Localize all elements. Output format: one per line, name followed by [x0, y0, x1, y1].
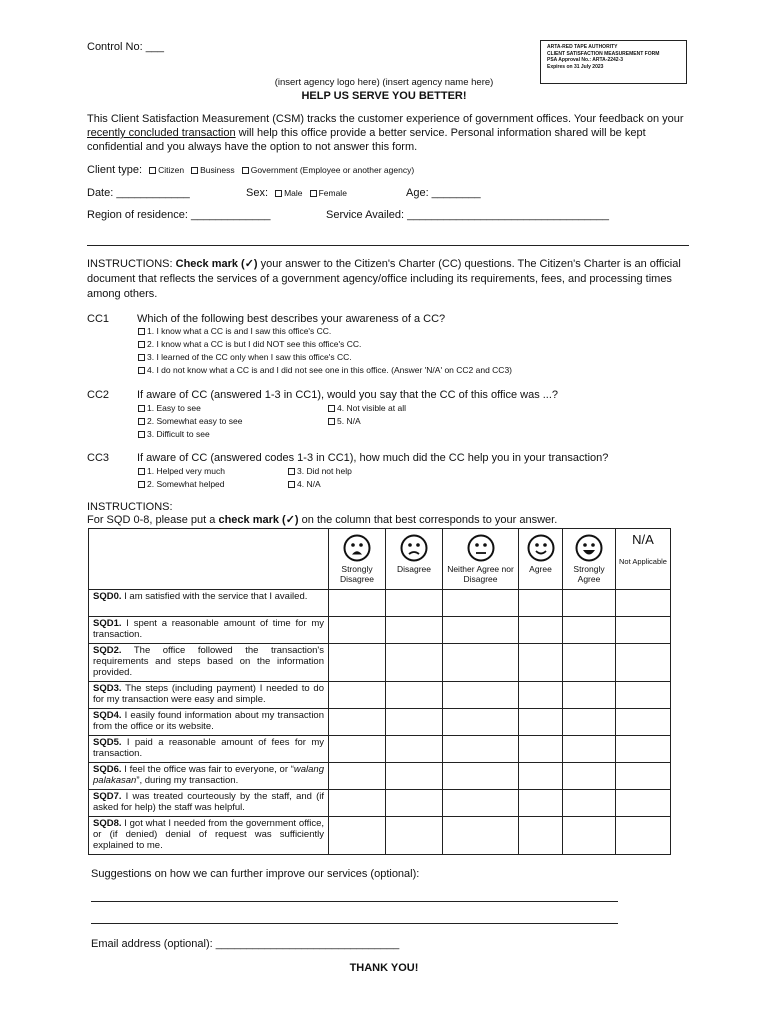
cc3-option-1[interactable]: 1. Helped very much	[134, 466, 225, 476]
cc1-option-2[interactable]: 2. I know what a CC is but I did NOT see this office's CC.	[134, 339, 361, 349]
col-strongly-disagree: Strongly Disagree	[329, 529, 386, 590]
suggestion-line-2[interactable]	[91, 923, 618, 924]
sqd-answer-cell[interactable]	[616, 817, 671, 855]
sqd-answer-cell[interactable]	[386, 736, 443, 763]
smile-face-icon	[527, 534, 555, 562]
instructions-sqd	[87, 501, 557, 527]
very-sad-face-icon	[343, 534, 371, 562]
cc2-option-5[interactable]: 5. N/A	[324, 416, 361, 426]
sqd-answer-cell[interactable]	[386, 763, 443, 790]
sqd-row	[89, 644, 671, 682]
sqd-answer-cell[interactable]	[563, 790, 616, 817]
sqd-row	[89, 617, 671, 644]
divider	[87, 245, 689, 246]
sqd-answer-cell[interactable]	[443, 644, 519, 682]
checkbox-citizen[interactable]	[149, 167, 156, 174]
sqd-answer-cell[interactable]	[386, 817, 443, 855]
cc2-question: If aware of CC (answered 1-3 in CC1), would you say that the CC of this office was ...?	[137, 389, 559, 401]
col-agree: Agree	[519, 529, 563, 590]
neutral-face-icon	[467, 534, 495, 562]
cc2-option-1[interactable]: 1. Easy to see	[134, 403, 201, 413]
date-field[interactable]: Date: ____________	[87, 187, 190, 199]
sqd-answer-cell[interactable]	[329, 709, 386, 736]
code-line: Expires on 31 July 2023	[547, 63, 604, 70]
cc1-option-1[interactable]: 1. I know what a CC is and I saw this office's CC.	[134, 326, 331, 336]
col-neutral: Neither Agree nor Disagree	[443, 529, 519, 590]
sqd-row	[89, 590, 671, 617]
code-line: CLIENT SATISFACTION MEASUREMENT FORM	[547, 50, 660, 57]
sqd-answer-cell[interactable]	[563, 736, 616, 763]
sqd-answer-cell[interactable]	[519, 790, 563, 817]
sqd-answer-cell[interactable]	[386, 709, 443, 736]
sqd-answer-cell[interactable]	[386, 617, 443, 644]
sqd-answer-cell[interactable]	[616, 709, 671, 736]
sqd-row	[89, 790, 671, 817]
sex-option: Male	[284, 188, 303, 198]
sqd-answer-cell[interactable]	[616, 682, 671, 709]
sqd-row	[89, 709, 671, 736]
code-line: PSA Approval No.: ARTA-2242-3	[547, 57, 624, 63]
region-field[interactable]: Region of residence: _____________	[87, 209, 271, 221]
sqd-answer-cell[interactable]	[443, 736, 519, 763]
sqd-answer-cell[interactable]	[616, 590, 671, 617]
sqd-answer-cell[interactable]	[519, 590, 563, 617]
service-field[interactable]: Service Availed: _________________________________	[326, 209, 610, 221]
instr2-line2: For SQD 0-8, please put a check mark (✓) on the column that best corresponds to your answer.	[87, 514, 558, 526]
sqd-question: SQD3. The steps (including payment) I needed to do for my transaction were easy and simple.	[89, 682, 329, 709]
intro-text-2: will help this office provide a better service. Personal information shared will be kept confidential and you always have the option to not answer this form.	[87, 127, 646, 153]
sqd-answer-cell[interactable]	[519, 617, 563, 644]
checkbox-business[interactable]	[191, 167, 198, 174]
cc3-question: If aware of CC (answered codes 1-3 in CC1), how much did the CC help you in your transaction?	[137, 452, 609, 464]
instr-bold: Check mark (✓)	[175, 258, 258, 270]
sqd-answer-cell[interactable]	[563, 617, 616, 644]
sex-row	[246, 187, 347, 199]
sqd-answer-cell[interactable]	[386, 790, 443, 817]
sqd-question: SQD2. The office followed the transaction's requirements and steps based on the information provided.	[89, 644, 329, 682]
cc1-option-3[interactable]: 3. I learned of the CC only when I saw this office's CC.	[134, 352, 352, 362]
sad-face-icon	[400, 534, 428, 562]
sqd-answer-cell[interactable]	[329, 682, 386, 709]
instr-lead: INSTRUCTIONS:	[87, 258, 176, 270]
sqd-answer-cell[interactable]	[519, 644, 563, 682]
client-type-option: Government (Employee or another agency)	[250, 165, 415, 175]
sqd-question: SQD6. I feel the office was fair to everyone, or “walang palakasan”, during my transaction.	[89, 763, 329, 790]
sqd-answer-cell[interactable]	[329, 736, 386, 763]
big-smile-face-icon	[575, 534, 603, 562]
sqd-answer-cell[interactable]	[386, 682, 443, 709]
sqd-answer-cell[interactable]	[443, 590, 519, 617]
age-field[interactable]: Age: ________	[406, 187, 481, 199]
sqd-answer-cell[interactable]	[443, 763, 519, 790]
col-strongly-agree: Strongly Agree	[563, 529, 616, 590]
intro-text: This Client Satisfaction Measurement (CSM) tracks the customer experience of government offices. Your feedback on your	[87, 113, 684, 125]
intro-paragraph	[87, 112, 687, 154]
sqd-row	[89, 736, 671, 763]
sqd-answer-cell[interactable]	[563, 817, 616, 855]
sqd-answer-cell[interactable]	[329, 817, 386, 855]
table-corner	[89, 529, 329, 590]
cc3-option-2[interactable]: 2. Somewhat helped	[134, 479, 225, 489]
sqd-answer-cell[interactable]	[329, 644, 386, 682]
sqd-answer-cell[interactable]	[563, 682, 616, 709]
sqd-answer-cell[interactable]	[519, 817, 563, 855]
agency-line: (insert agency logo here) (insert agency name here)	[274, 77, 494, 88]
cc2-label: CC2	[87, 389, 110, 401]
sqd-answer-cell[interactable]	[519, 763, 563, 790]
sqd-answer-cell[interactable]	[616, 763, 671, 790]
sqd-answer-cell[interactable]	[563, 763, 616, 790]
checkbox-government[interactable]	[242, 167, 249, 174]
sqd-question: SQD4. I easily found information about my transaction from the office or its website.	[89, 709, 329, 736]
sqd-answer-cell[interactable]	[616, 790, 671, 817]
sqd-answer-cell[interactable]	[329, 590, 386, 617]
instructions-cc	[87, 257, 689, 302]
email-field[interactable]: Email address (optional): ______________________________	[91, 938, 400, 950]
sqd-answer-cell[interactable]	[519, 682, 563, 709]
sqd-answer-cell[interactable]	[386, 644, 443, 682]
na-subheader: Not Applicable	[619, 557, 667, 566]
sqd-answer-cell[interactable]	[616, 644, 671, 682]
cc3-option-3[interactable]: 3. Did not help	[284, 466, 352, 476]
cc1-question: Which of the following best describes your awareness of a CC?	[137, 313, 446, 325]
control-number: Control No: ___	[87, 41, 165, 53]
sqd-answer-cell[interactable]	[563, 590, 616, 617]
sqd-answer-cell[interactable]	[443, 817, 519, 855]
sqd-row	[89, 763, 671, 790]
intro-underlined: recently concluded transaction	[87, 127, 236, 139]
sex-label: Sex:	[246, 187, 269, 199]
sqd-answer-cell[interactable]	[563, 709, 616, 736]
sqd-answer-cell[interactable]	[616, 736, 671, 763]
suggestion-line-1[interactable]	[91, 901, 618, 902]
sqd-answer-cell[interactable]	[519, 709, 563, 736]
instr2-line1: INSTRUCTIONS:	[87, 501, 173, 513]
sqd-answer-cell[interactable]	[443, 790, 519, 817]
sqd-question: SQD5. I paid a reasonable amount of fees for my transaction.	[89, 736, 329, 763]
sqd-row	[89, 817, 671, 855]
sqd-answer-cell[interactable]	[443, 709, 519, 736]
checkbox-female[interactable]	[310, 190, 317, 197]
sqd-answer-cell[interactable]	[563, 644, 616, 682]
sqd-answer-cell[interactable]	[443, 617, 519, 644]
sqd-answer-cell[interactable]	[329, 617, 386, 644]
col-na	[616, 529, 671, 590]
form-title: HELP US SERVE YOU BETTER!	[301, 90, 467, 102]
sqd-answer-cell[interactable]	[443, 682, 519, 709]
client-type-option: Citizen	[158, 165, 185, 175]
checkbox-male[interactable]	[275, 190, 282, 197]
sqd-question: SQD7. I was treated courteously by the staff, and (if asked for help) the staff was helpful.	[89, 790, 329, 817]
sqd-question: SQD1. I spent a reasonable amount of time for my transaction.	[89, 617, 329, 644]
client-type-label: Client type:	[87, 164, 143, 176]
sqd-answer-cell[interactable]	[519, 736, 563, 763]
sqd-question: SQD0. I am satisfied with the service that I availed.	[89, 590, 329, 617]
code-line: ARTA-RED TAPE AUTHORITY	[547, 44, 618, 50]
sqd-answer-cell[interactable]	[616, 617, 671, 644]
sqd-table	[88, 528, 671, 855]
cc3-label: CC3	[87, 452, 110, 464]
cc1-label: CC1	[87, 313, 110, 325]
cc2-option-4[interactable]: 4. Not visible at all	[324, 403, 406, 413]
suggestions-label: Suggestions on how we can further improve our services (optional):	[91, 868, 420, 880]
sqd-answer-cell[interactable]	[329, 790, 386, 817]
client-type-option: Business	[200, 165, 235, 175]
col-disagree: Disagree	[386, 529, 443, 590]
cc1-option-4[interactable]: 4. I do not know what a CC is and I did not see one in this office. (Answer 'N/A' on CC2 and CC3)	[134, 365, 512, 375]
sqd-question: SQD8. I got what I needed from the government office, or (if denied) denial of request was sufficiently explained to me.	[89, 817, 329, 855]
thank-you: THANK YOU!	[349, 962, 419, 974]
sqd-row	[89, 682, 671, 709]
cc2-option-3[interactable]: 3. Difficult to see	[134, 429, 210, 439]
na-header: N/A	[632, 532, 654, 547]
sqd-answer-cell[interactable]	[386, 590, 443, 617]
instr-rest: your answer to the Citizen's Charter (CC) questions. The Citizen's Charter is an official document that reflects the services of a government agency/office including its requirements, fees, and processing times among others.	[87, 258, 681, 300]
cc3-option-4[interactable]: 4. N/A	[284, 479, 321, 489]
sex-option: Female	[318, 188, 347, 198]
client-type-row	[87, 164, 414, 176]
sqd-answer-cell[interactable]	[329, 763, 386, 790]
cc2-option-2[interactable]: 2. Somewhat easy to see	[134, 416, 242, 426]
